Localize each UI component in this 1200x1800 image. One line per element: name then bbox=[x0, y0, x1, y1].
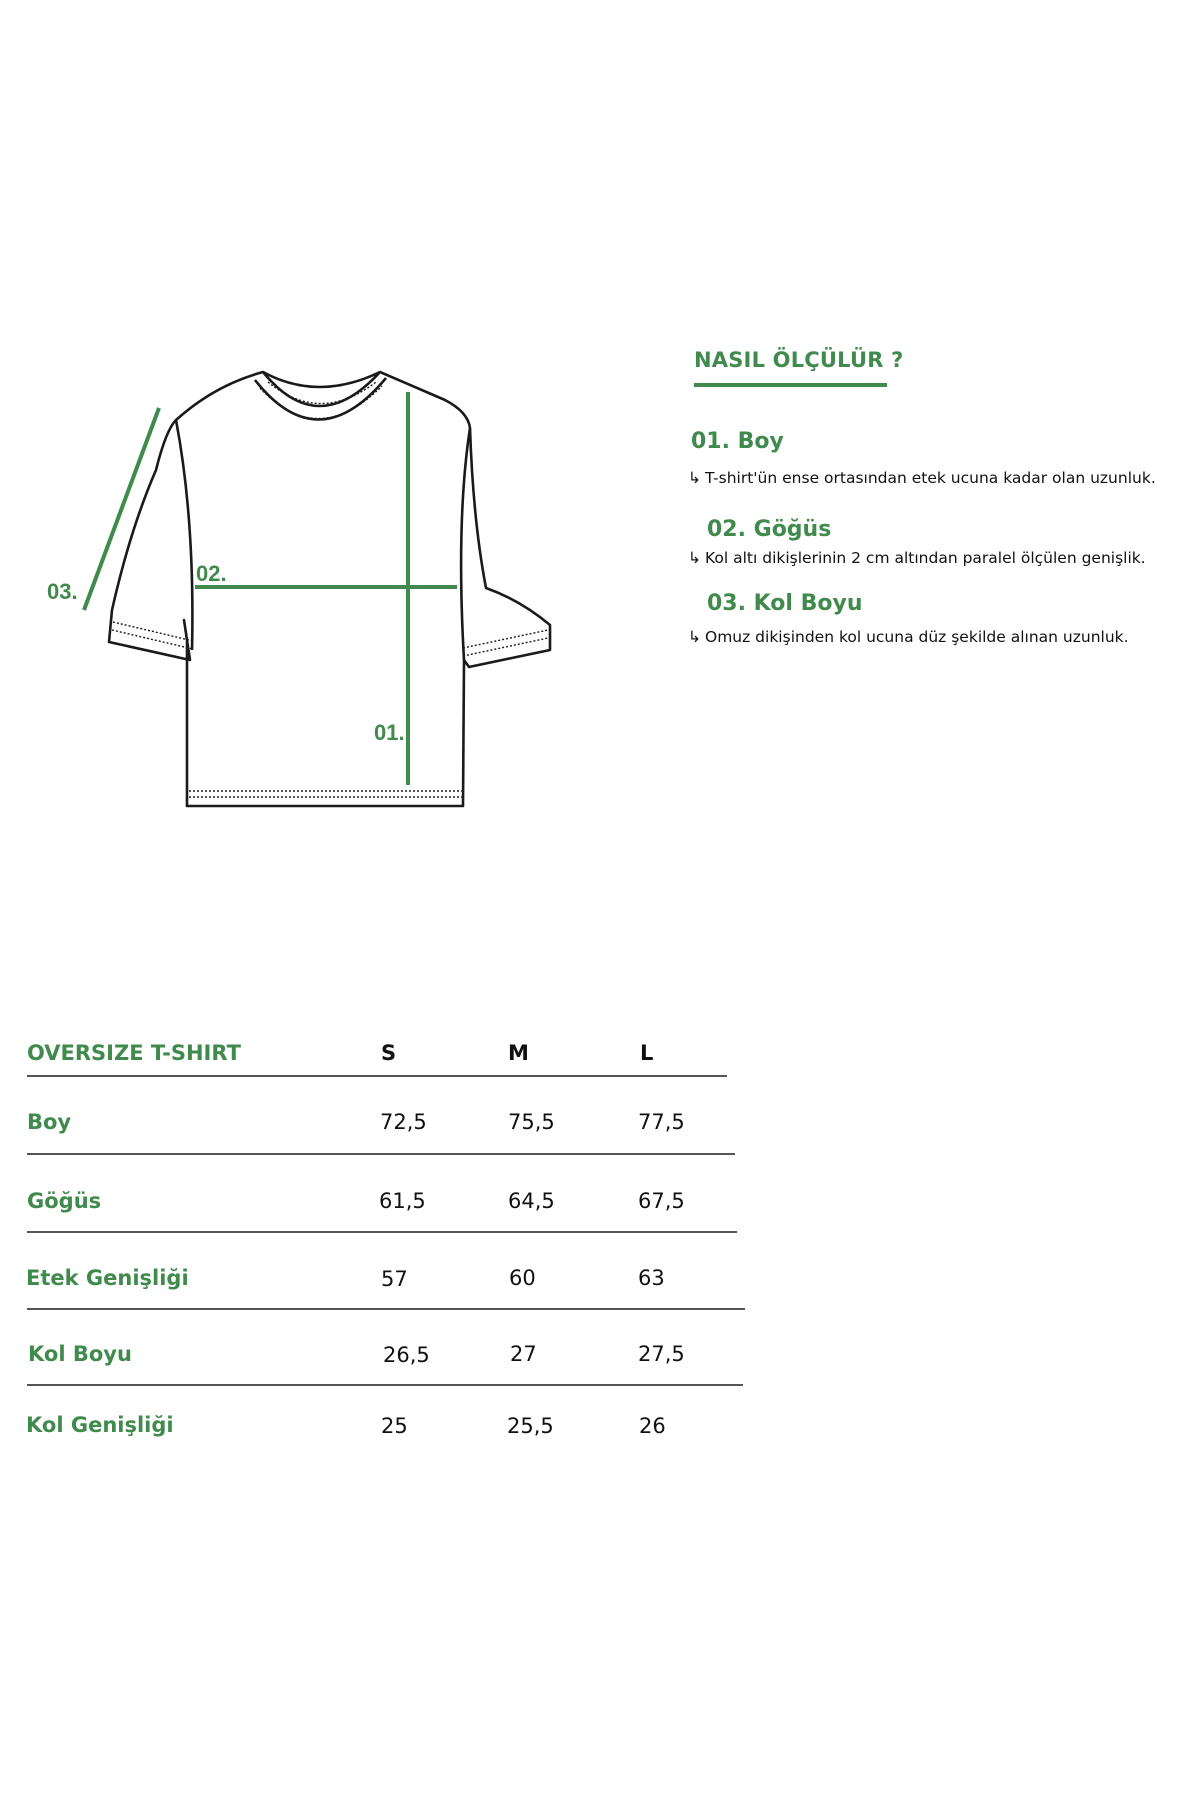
step-1-title: 01. Boy bbox=[691, 429, 784, 454]
size-header-s: S bbox=[381, 1041, 397, 1065]
cell-kolgen-s: 25 bbox=[381, 1414, 408, 1438]
guide-title-underline bbox=[694, 383, 887, 387]
cell-kolgen-m: 25,5 bbox=[507, 1414, 554, 1438]
row-divider bbox=[27, 1231, 737, 1233]
row-divider bbox=[27, 1153, 735, 1155]
size-header-m: M bbox=[508, 1041, 529, 1065]
cell-boy-s: 72,5 bbox=[380, 1110, 427, 1134]
row-label-kol-boyu: Kol Boyu bbox=[28, 1342, 132, 1366]
step-3-title: 03. Kol Boyu bbox=[707, 591, 863, 616]
step-1-desc bbox=[688, 469, 1156, 487]
cell-etek-l: 63 bbox=[638, 1266, 665, 1290]
cell-gogus-m: 64,5 bbox=[508, 1189, 555, 1213]
cell-boy-m: 75,5 bbox=[508, 1110, 555, 1134]
diagram-label-sleeve: 03. bbox=[47, 579, 78, 604]
step-2-desc-text: Kol altı dikişlerinin 2 cm altından paralel ölçülen genişlik. bbox=[705, 549, 1146, 567]
guide-title: NASIL ÖLÇÜLÜR ? bbox=[694, 348, 904, 372]
cell-boy-l: 77,5 bbox=[638, 1110, 685, 1134]
table-title: OVERSIZE T-SHIRT bbox=[27, 1041, 241, 1065]
cell-kolboyu-s: 26,5 bbox=[383, 1343, 430, 1367]
row-label-gogus: Göğüs bbox=[27, 1189, 102, 1213]
step-3-desc bbox=[688, 628, 1129, 646]
cell-etek-s: 57 bbox=[381, 1267, 408, 1291]
arrow-icon: ↳ bbox=[688, 549, 701, 567]
row-label-etek-genisligi: Etek Genişliği bbox=[26, 1266, 189, 1290]
row-label-kol-genisligi: Kol Genişliği bbox=[26, 1413, 174, 1437]
step-3-desc-text: Omuz dikişinden kol ucuna düz şekilde alınan uzunluk. bbox=[705, 628, 1129, 646]
arrow-icon: ↳ bbox=[688, 628, 701, 646]
sleeve-measure-line bbox=[84, 408, 159, 610]
cell-kolgen-l: 26 bbox=[639, 1414, 666, 1438]
cell-etek-m: 60 bbox=[509, 1266, 536, 1290]
step-1-desc-text: T-shirt'ün ense ortasından etek ucuna kadar olan uzunluk. bbox=[705, 469, 1156, 487]
row-divider bbox=[27, 1384, 743, 1386]
row-label-boy: Boy bbox=[27, 1110, 72, 1134]
header-divider bbox=[27, 1075, 727, 1077]
step-2-title: 02. Göğüs bbox=[707, 517, 832, 542]
cell-kolboyu-m: 27 bbox=[510, 1342, 537, 1366]
row-divider bbox=[27, 1308, 745, 1310]
diagram-label-chest: 02. bbox=[196, 561, 227, 586]
cell-gogus-l: 67,5 bbox=[638, 1189, 685, 1213]
step-2-desc bbox=[688, 549, 1146, 567]
cell-gogus-s: 61,5 bbox=[379, 1189, 426, 1213]
arrow-icon: ↳ bbox=[688, 469, 701, 487]
cell-kolboyu-l: 27,5 bbox=[638, 1342, 685, 1366]
diagram-label-length: 01. bbox=[374, 720, 405, 745]
size-header-l: L bbox=[640, 1041, 654, 1065]
